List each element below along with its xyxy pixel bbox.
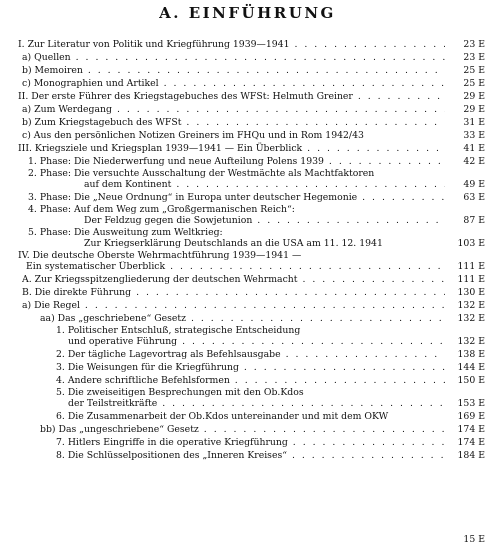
toc-page-number: 150 E bbox=[457, 375, 485, 386]
toc-entry-line: Zur Kriegserklärung Deutschlands an die USA am 11. 12. 1941 bbox=[84, 238, 383, 249]
toc-entry bbox=[0, 168, 495, 191]
toc-entry-line: a) Zum Werdegang . . . bbox=[22, 103, 445, 116]
toc-entry bbox=[0, 286, 495, 299]
toc-page-number: 31 E bbox=[463, 117, 485, 128]
toc-entry-text bbox=[40, 423, 445, 436]
toc-entry-line: 1. Phase: Die Niederwerfung und neue Aufteilung Polens 1939 . . . bbox=[28, 155, 445, 168]
toc-entry bbox=[0, 361, 495, 374]
toc-entry-line: der Teilstreitkräfte . . . bbox=[56, 398, 445, 409]
toc-entry bbox=[0, 38, 495, 51]
toc-page-number: 29 E bbox=[463, 91, 485, 102]
toc-page-number: 111 E bbox=[457, 274, 485, 285]
toc-entry bbox=[0, 273, 495, 286]
toc-page-number: 87 E bbox=[463, 215, 485, 226]
toc-entry-line: 8. Die Schlüsselpositionen des „Inneren Kreises“ . . . bbox=[56, 449, 445, 462]
toc-entry-line: 5. Phase: Die Ausweitung zum Weltkrieg: bbox=[28, 227, 223, 238]
toc-page-number: 33 E bbox=[463, 130, 485, 141]
toc-entry-text bbox=[56, 436, 445, 449]
toc-entry-text bbox=[22, 77, 445, 90]
toc-entry bbox=[0, 191, 495, 204]
toc-page-number: 144 E bbox=[457, 362, 485, 373]
toc-entry-line: 4. Phase: Auf dem Weg zum „Großgermanischen Reich“: bbox=[28, 204, 295, 215]
toc-entry-line: 4. Andere schriftliche Befehlsformen . . . bbox=[56, 374, 445, 387]
toc-entry-text bbox=[22, 103, 445, 116]
toc-entry-text bbox=[18, 38, 445, 51]
toc-page-number: 138 E bbox=[457, 349, 485, 360]
toc-entry-text bbox=[18, 90, 445, 103]
toc-page-number: 42 E bbox=[463, 156, 485, 167]
toc-entry bbox=[0, 250, 495, 273]
toc-entry bbox=[0, 325, 495, 348]
toc-entry-line: b) Zum Kriegstagebuch des WFSt . . . bbox=[22, 116, 445, 129]
toc-entry bbox=[0, 423, 495, 436]
toc-entry-line: 2. Phase: Die versuchte Ausschaltung der Westmächte als Machtfaktoren bbox=[28, 168, 375, 179]
toc-page-number: 132 E bbox=[457, 300, 485, 311]
toc-entry-text bbox=[56, 387, 445, 409]
toc-page-number: 169 E bbox=[457, 411, 485, 422]
toc-entry-text bbox=[28, 191, 445, 204]
toc-entry-text bbox=[28, 155, 445, 168]
toc-entry-line: 2. Der tägliche Lagevortrag als Befehlsausgabe . . . bbox=[56, 348, 445, 361]
toc-entry bbox=[0, 77, 495, 90]
toc-entry bbox=[0, 204, 495, 227]
toc-entry bbox=[0, 155, 495, 168]
toc-entry-line: aa) Das „geschriebene“ Gesetz . . . bbox=[40, 312, 445, 325]
toc-entry bbox=[0, 129, 495, 142]
page-number: 15 E bbox=[463, 534, 485, 545]
toc-page-number: 49 E bbox=[463, 179, 485, 190]
toc-entry-line: a) Die Regel . . . bbox=[22, 299, 445, 312]
toc-entry bbox=[0, 64, 495, 77]
toc-entry-line: 5. Die zweiseitigen Besprechungen mit den Ob.Kdos bbox=[56, 387, 304, 398]
toc-entry-text bbox=[28, 168, 445, 190]
toc-entry bbox=[0, 103, 495, 116]
toc-page-number: 63 E bbox=[463, 192, 485, 203]
toc-page-number: 132 E bbox=[457, 336, 485, 347]
toc-entry-line: III. Kriegsziele und Kriegsplan 1939—1941 — Ein Überblick . . . bbox=[18, 142, 445, 155]
toc-entry bbox=[0, 348, 495, 361]
toc-entry-text bbox=[22, 51, 445, 64]
toc-page-number: 111 E bbox=[457, 261, 485, 272]
toc-entry-text bbox=[56, 325, 445, 347]
toc-entry-text bbox=[56, 361, 445, 374]
toc-entry bbox=[0, 227, 495, 250]
page-title: A. EINFÜHRUNG bbox=[159, 4, 336, 22]
toc-entry-line: B. Die direkte Führung . . . bbox=[22, 286, 445, 299]
toc-entry-line: 3. Phase: Die „Neue Ordnung“ in Europa unter deutscher Hegemonie . . . bbox=[28, 191, 445, 204]
toc-entry bbox=[0, 51, 495, 64]
toc-entry-line: auf dem Kontinent . . . bbox=[28, 179, 445, 190]
toc-entry-line: bb) Das „ungeschriebene“ Gesetz . . . bbox=[40, 423, 445, 436]
toc-entry-text bbox=[22, 64, 445, 77]
toc-page-number: 174 E bbox=[457, 437, 485, 448]
toc-entry-line: I. Zur Literatur von Politik und Kriegführung 1939—1941 . . . bbox=[18, 38, 445, 51]
toc-page-number: 29 E bbox=[463, 104, 485, 115]
toc-entry-line: 7. Hitlers Eingriffe in die operative Kriegführung . . . bbox=[56, 436, 445, 449]
toc-entry-text bbox=[56, 348, 445, 361]
toc-entry bbox=[0, 387, 495, 410]
toc-entry-text bbox=[56, 410, 445, 423]
toc-entry bbox=[0, 142, 495, 155]
toc-page-number: 41 E bbox=[463, 143, 485, 154]
toc-page-number: 23 E bbox=[463, 39, 485, 50]
toc-entry-text bbox=[22, 129, 445, 142]
toc-entry-line: c) Monographien und Artikel . . . bbox=[22, 77, 445, 90]
toc-entry-line: II. Der erste Führer des Kriegstagebuches des WFSt: Helmuth Greiner . . . bbox=[18, 90, 445, 103]
toc-entry bbox=[0, 449, 495, 462]
toc-entry-text bbox=[28, 227, 445, 249]
toc-entry bbox=[0, 90, 495, 103]
toc-entry-line: und operative Führung . . . bbox=[56, 336, 445, 347]
toc-entry-line: Ein systematischer Überblick . . . bbox=[18, 261, 445, 272]
toc-entry-text bbox=[56, 449, 445, 462]
toc-entry-text bbox=[18, 250, 445, 272]
toc-entry-line: Der Feldzug gegen die Sowjetunion . . . bbox=[28, 215, 445, 226]
toc-page-number: 25 E bbox=[463, 78, 485, 89]
toc-entry bbox=[0, 299, 495, 312]
toc-entry-line: 6. Die Zusammenarbeit der Ob.Kdos untereinander und mit dem OKW bbox=[56, 411, 389, 422]
toc-entry-text bbox=[56, 374, 445, 387]
table-of-contents bbox=[0, 38, 495, 462]
toc-entry-text bbox=[18, 142, 445, 155]
toc-page-number: 184 E bbox=[457, 450, 485, 461]
toc-entry-line: 1. Politischer Entschluß, strategische Entscheidung bbox=[56, 325, 301, 336]
toc-entry-line: c) Aus den persönlichen Notizen Greiners im FHQu und in Rom 1942/43 bbox=[22, 130, 364, 141]
toc-entry-text bbox=[22, 286, 445, 299]
toc-page-number: 174 E bbox=[457, 424, 485, 435]
toc-entry-text bbox=[22, 116, 445, 129]
toc-entry bbox=[0, 436, 495, 449]
toc-page-number: 153 E bbox=[457, 398, 485, 409]
toc-entry bbox=[0, 410, 495, 423]
toc-entry-text bbox=[40, 312, 445, 325]
toc-page-number: 103 E bbox=[457, 238, 485, 249]
toc-entry-line: A. Zur Kriegsspitzengliederung der deutschen Wehrmacht . . . bbox=[22, 273, 445, 286]
toc-entry-line: 3. Die Weisungen für die Kriegführung . . . bbox=[56, 361, 445, 374]
toc-entry bbox=[0, 312, 495, 325]
toc-entry bbox=[0, 116, 495, 129]
toc-entry-line: IV. Die deutsche Oberste Wehrmachtführung 1939—1941 — bbox=[18, 250, 302, 261]
toc-page-number: 23 E bbox=[463, 52, 485, 63]
toc-entry-text bbox=[22, 273, 445, 286]
toc-entry bbox=[0, 374, 495, 387]
toc-entry-text bbox=[22, 299, 445, 312]
toc-page-number: 25 E bbox=[463, 65, 485, 76]
toc-page-number: 130 E bbox=[457, 287, 485, 298]
toc-page-number: 132 E bbox=[457, 313, 485, 324]
toc-entry-line: a) Quellen . . . bbox=[22, 51, 445, 64]
toc-entry-text bbox=[28, 204, 445, 226]
toc-entry-line: b) Memoiren . . . bbox=[22, 64, 445, 77]
